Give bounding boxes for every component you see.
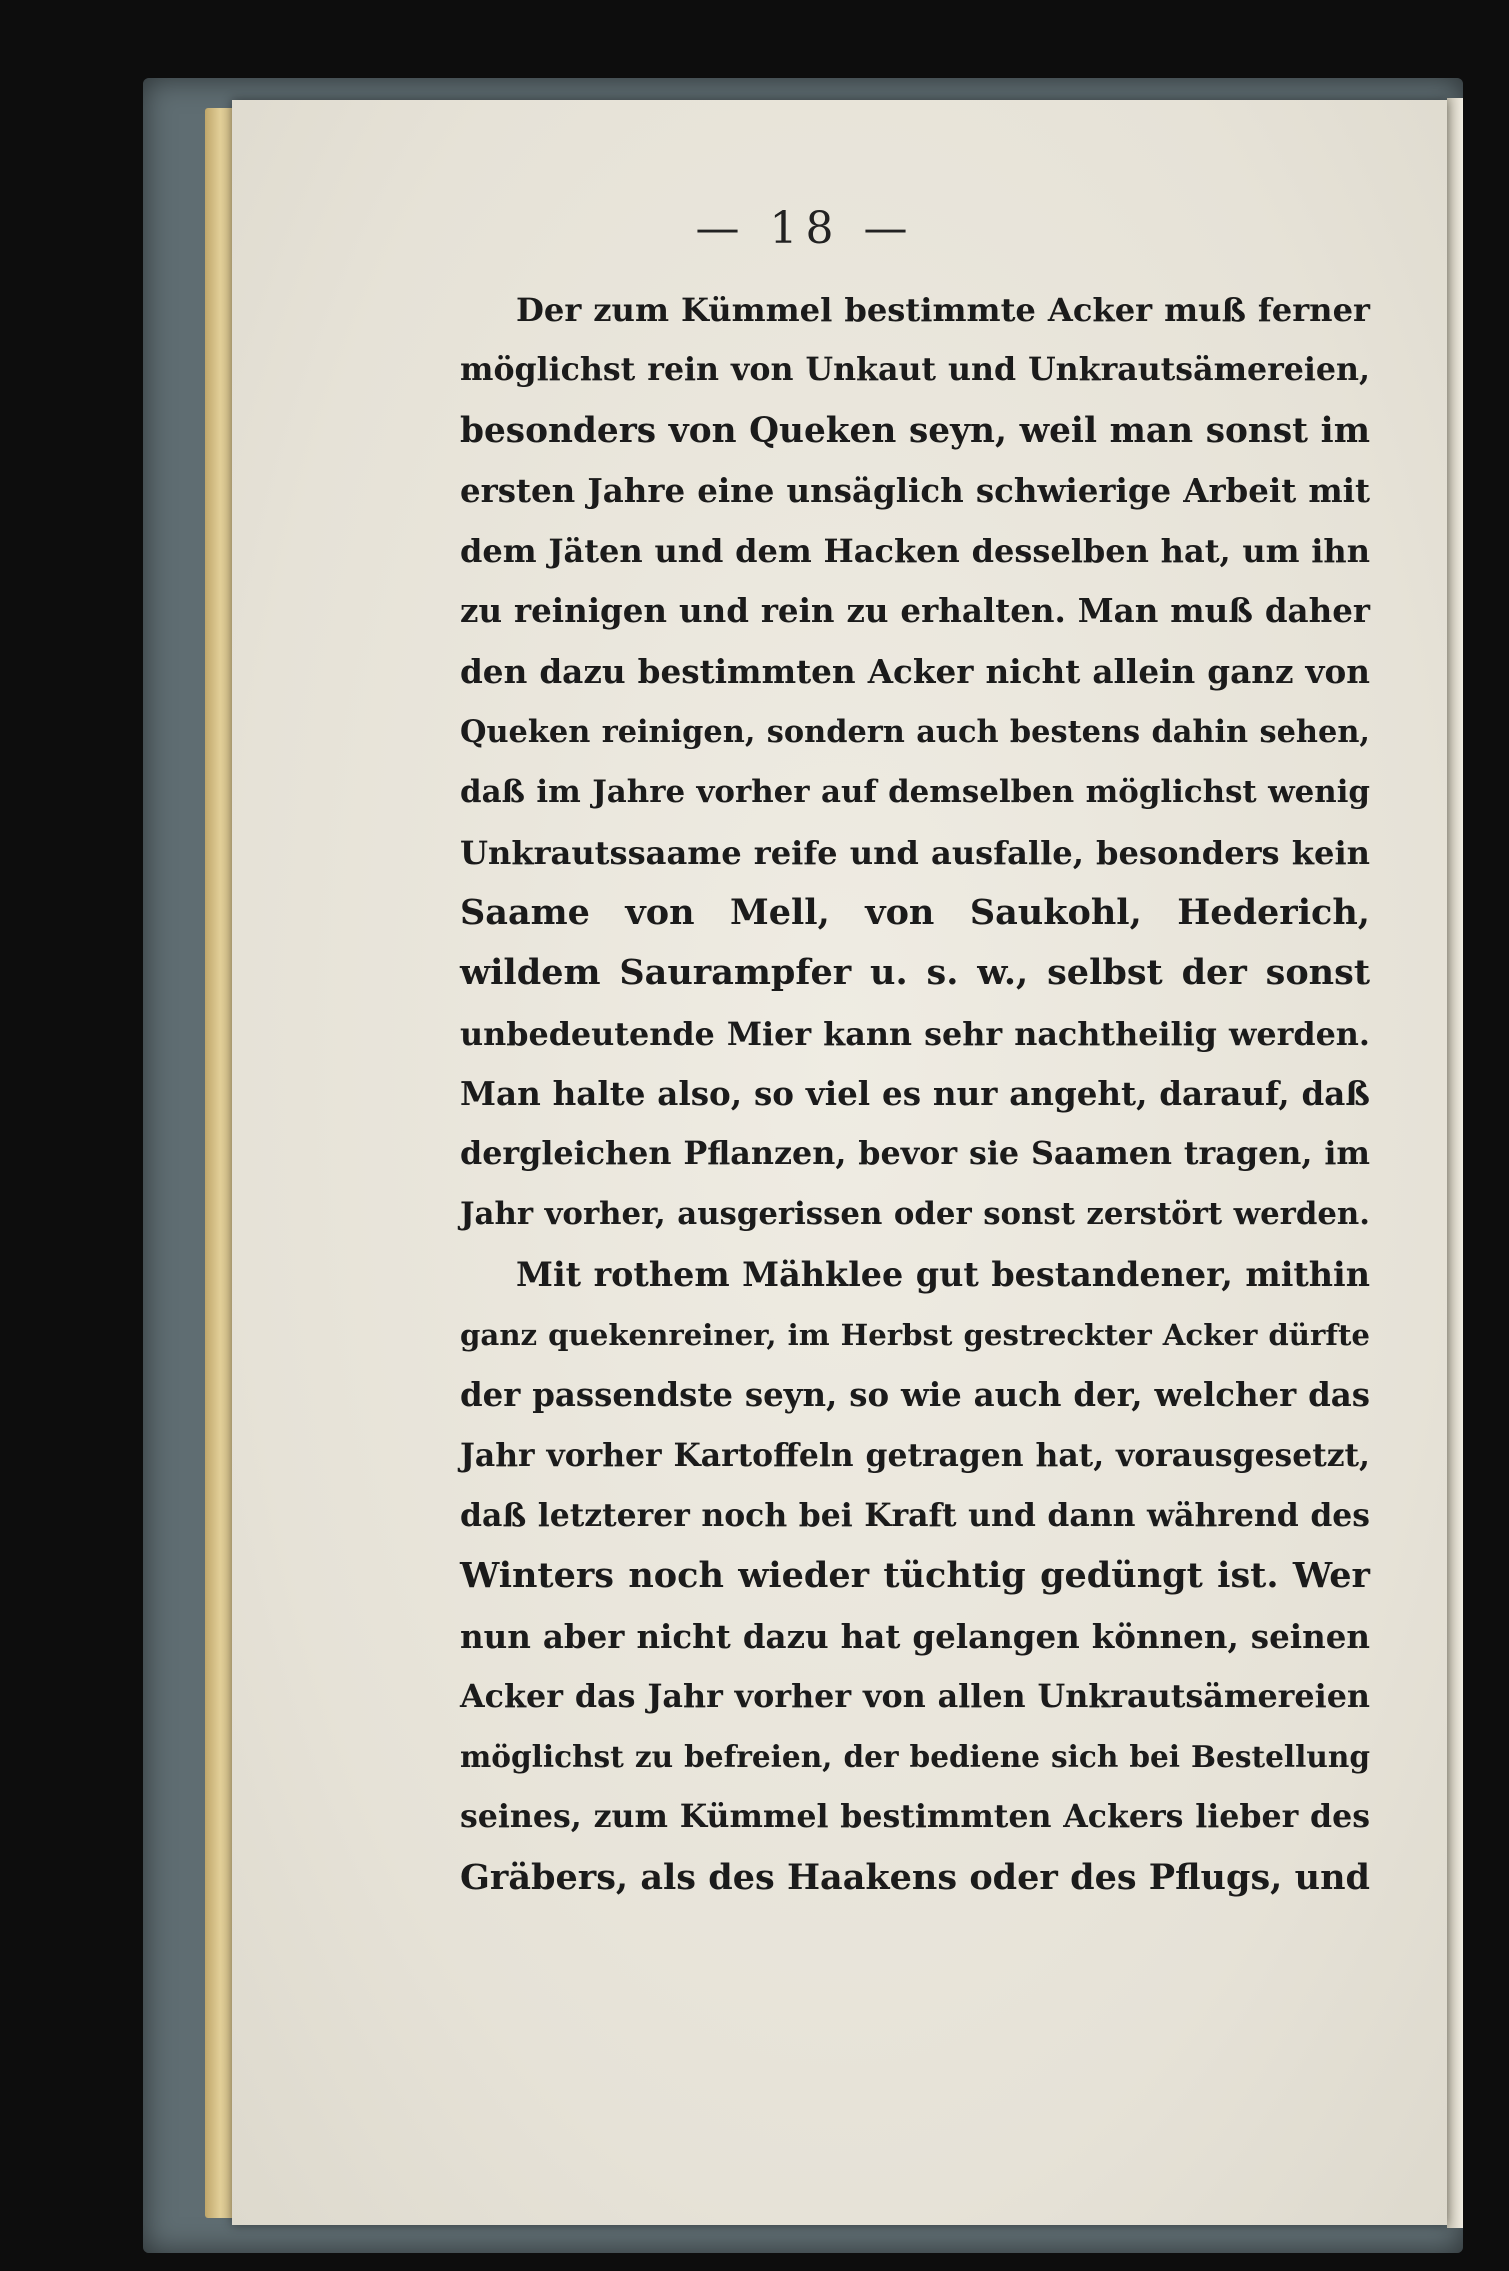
text-line: Winters noch wieder tüchtig gedüngt ist. Wer [460,1555,1370,1597]
text-line: Gräbers, als des Haakens oder des Pflugs, und [460,1856,1370,1898]
page-number: — 18 — [695,203,916,254]
text-line: Jahr vorher Kartoffeln getragen hat, vorausgesetzt, [460,1437,1370,1474]
text-line: möglichst zu befreien, der bediene sich bei Bestellung [460,1739,1370,1775]
facing-page-edge [1447,98,1463,2228]
text-line: Man halte also, so viel es nur angeht, darauf, daß [460,1073,1370,1113]
text-line: daß letzterer noch bei Kraft und dann während des [460,1496,1370,1534]
text-line: dergleichen Pflanzen, bevor sie Saamen tragen, im [460,1135,1370,1173]
text-line: ganz quekenreiner, im Herbst gestreckter Acker dürfte [460,1318,1370,1353]
text-line: Mit rothem Mähklee gut bestandener, mithin [516,1254,1370,1294]
text-line: daß im Jahre vorher auf demselben möglichst wenig [460,774,1370,811]
text-line: Der zum Kümmel bestimmte Acker muß ferner [516,291,1370,329]
text-line: den dazu bestimmten Acker nicht allein ganz von [460,651,1370,691]
text-line: Saame von Mell, von Saukohl, Hederich, [460,891,1370,933]
text-line: unbedeutende Mier kann sehr nachtheilig werden. [460,1014,1370,1053]
text-line: ersten Jahre eine unsäglich schwierige Arbeit mit [460,471,1370,510]
text-line: Jahr vorher, ausgerissen oder sonst zerstört werden. [460,1196,1370,1233]
text-line: Unkrautssaame reife und ausfalle, besonders kein [460,833,1370,872]
text-line: besonders von Queken seyn, weil man sonst im [460,410,1370,451]
text-line: wildem Saurampfer u. s. w., selbst der sonst [460,952,1370,994]
text-line: dem Jäten und dem Hacken desselben hat, um ihn [460,532,1370,571]
text-line: zu reinigen und rein zu erhalten. Man muß daher [460,591,1370,631]
text-line: Queken reinigen, sondern auch bestens dahin sehen, [460,714,1370,751]
text-line: der passendste seyn, so wie auch der, welcher das [460,1376,1370,1415]
text-line: nun aber nicht dazu hat gelangen können, seinen [460,1616,1370,1656]
book-page [232,100,1447,2225]
text-line: möglichst rein von Unkaut und Unkrautsämereien, [460,351,1370,389]
text-line: Acker das Jahr vorher von allen Unkrautsämereien [460,1677,1370,1715]
body-text [460,280,1370,1908]
text-line: seines, zum Kümmel bestimmten Ackers lieber des [460,1798,1370,1836]
